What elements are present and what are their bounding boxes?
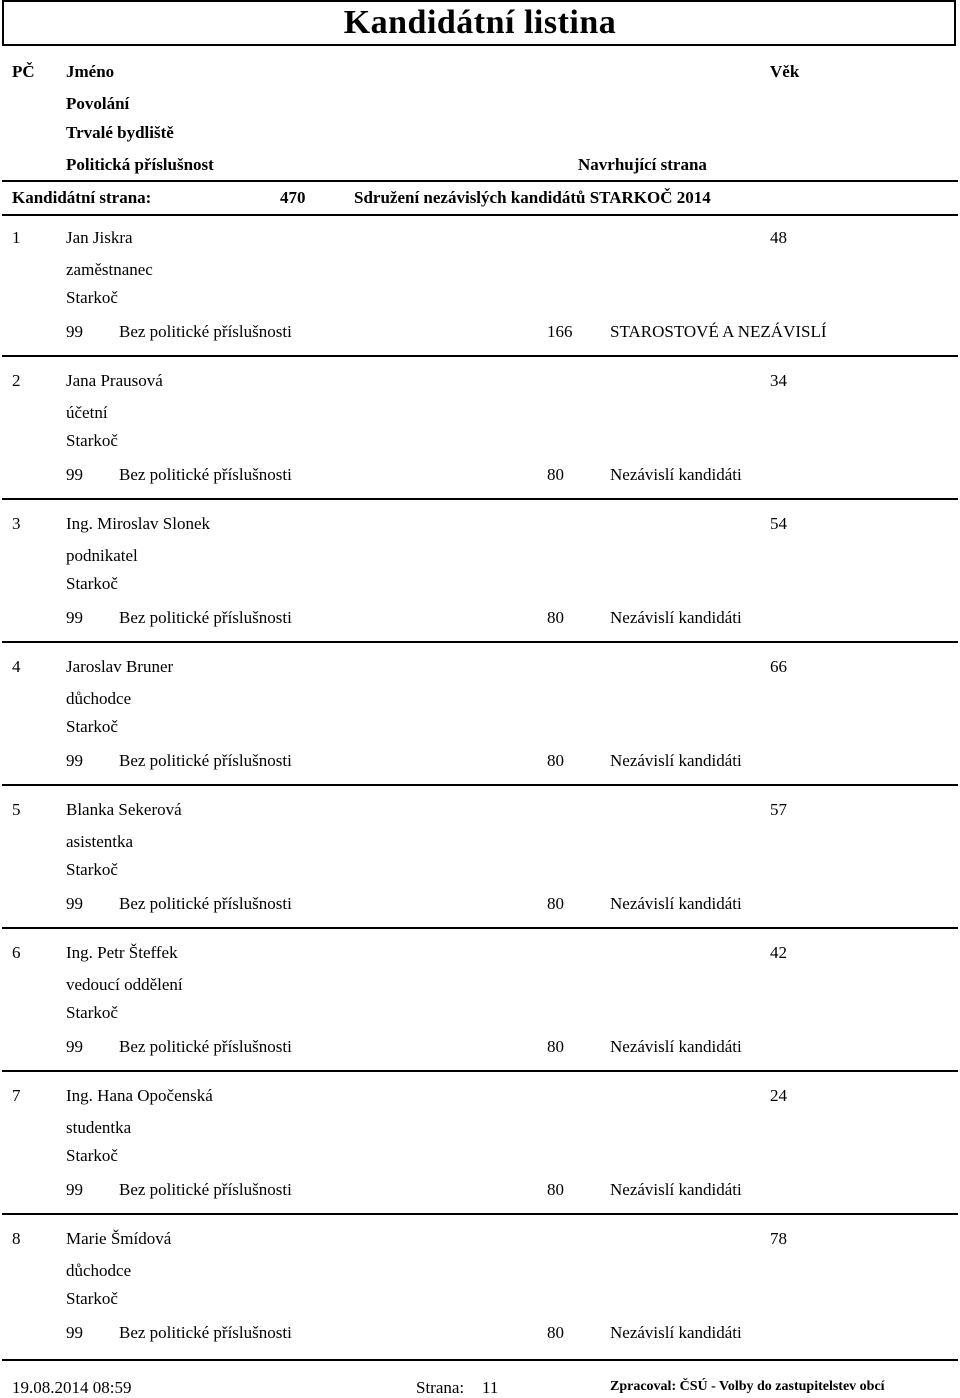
row-separator — [2, 641, 958, 643]
header-name: Jméno — [66, 62, 115, 81]
affiliation-code: 99 — [66, 465, 83, 484]
affiliation-code: 99 — [66, 322, 83, 341]
candidate-residence: Starkoč — [66, 288, 118, 307]
candidate-name: Ing. Hana Opočenská — [66, 1086, 213, 1105]
nominating-party-name: Nezávislí kandidáti — [610, 608, 742, 627]
nominating-party-name: Nezávislí kandidáti — [610, 1323, 742, 1342]
affiliation-name: Bez politické příslušnosti — [119, 608, 292, 627]
header-nominating-party: Navrhující strana — [578, 155, 707, 174]
header-residence: Trvalé bydliště — [66, 123, 174, 142]
candidate-occupation: studentka — [66, 1118, 132, 1137]
row-separator — [2, 927, 958, 929]
party-top-rule — [2, 180, 958, 182]
row-separator — [2, 1213, 958, 1215]
affiliation-code: 99 — [66, 894, 83, 913]
candidate-occupation: účetní — [66, 403, 108, 422]
candidate-name: Jana Prausová — [66, 371, 163, 390]
candidate-occupation: důchodce — [66, 689, 132, 708]
header-pc: PČ — [12, 62, 35, 81]
nominating-party-code: 80 — [547, 608, 564, 627]
nominating-party-name: STAROSTOVÉ A NEZÁVISLÍ — [610, 322, 827, 341]
footer-datetime: 19.08.2014 08:59 — [12, 1378, 132, 1397]
candidate-residence: Starkoč — [66, 1289, 118, 1308]
candidate-number: 7 — [12, 1086, 21, 1105]
party-number: 470 — [280, 188, 306, 207]
candidate-name: Jan Jiskra — [66, 228, 133, 247]
candidate-age: 34 — [770, 371, 787, 390]
candidate-number: 6 — [12, 943, 21, 962]
candidate-residence: Starkoč — [66, 717, 118, 736]
candidate-residence: Starkoč — [66, 1003, 118, 1022]
affiliation-name: Bez politické příslušnosti — [119, 751, 292, 770]
row-separator — [2, 1070, 958, 1072]
row-separator — [2, 498, 958, 500]
candidate-age: 54 — [770, 514, 787, 533]
candidate-age: 66 — [770, 657, 787, 676]
footer-processed-by: Zpracoval: ČSÚ - Volby do zastupitelstev obcí — [610, 1379, 885, 1394]
candidate-age: 24 — [770, 1086, 787, 1105]
nominating-party-code: 80 — [547, 1323, 564, 1342]
candidate-occupation: podnikatel — [66, 546, 138, 565]
affiliation-name: Bez politické příslušnosti — [119, 322, 292, 341]
candidate-name: Marie Šmídová — [66, 1229, 172, 1248]
row-separator — [2, 784, 958, 786]
header-age: Věk — [770, 62, 800, 81]
header-occupation: Povolání — [66, 94, 130, 113]
party-name: Sdružení nezávislých kandidátů STARKOČ 2014 — [354, 188, 711, 207]
nominating-party-name: Nezávislí kandidáti — [610, 465, 742, 484]
candidate-residence: Starkoč — [66, 1146, 118, 1165]
candidate-occupation: důchodce — [66, 1261, 132, 1280]
affiliation-name: Bez politické příslušnosti — [119, 894, 292, 913]
affiliation-code: 99 — [66, 1180, 83, 1199]
nominating-party-code: 166 — [547, 322, 573, 341]
affiliation-name: Bez politické příslušnosti — [119, 1037, 292, 1056]
nominating-party-name: Nezávislí kandidáti — [610, 1180, 742, 1199]
candidate-name: Ing. Miroslav Slonek — [66, 514, 211, 533]
footer-page-label: Strana: — [416, 1378, 465, 1397]
header-affiliation: Politická příslušnost — [66, 155, 214, 174]
affiliation-code: 99 — [66, 751, 83, 770]
candidate-number: 5 — [12, 800, 21, 819]
affiliation-name: Bez politické příslušnosti — [119, 1323, 292, 1342]
candidate-number: 8 — [12, 1229, 21, 1248]
affiliation-name: Bez politické příslušnosti — [119, 1180, 292, 1199]
party-bottom-rule — [2, 214, 958, 216]
footer-page-number: 11 — [482, 1378, 499, 1397]
candidate-number: 2 — [12, 371, 21, 390]
nominating-party-code: 80 — [547, 1180, 564, 1199]
page-title: Kandidátní listina — [343, 4, 617, 41]
row-separator — [2, 355, 958, 357]
affiliation-code: 99 — [66, 1037, 83, 1056]
nominating-party-name: Nezávislí kandidáti — [610, 1037, 742, 1056]
nominating-party-name: Nezávislí kandidáti — [610, 751, 742, 770]
candidate-age: 57 — [770, 800, 787, 819]
candidate-number: 1 — [12, 228, 21, 247]
candidate-occupation: zaměstnanec — [66, 260, 153, 279]
party-label: Kandidátní strana: — [12, 188, 152, 207]
candidate-number: 3 — [12, 514, 21, 533]
candidate-occupation: asistentka — [66, 832, 134, 851]
candidate-number: 4 — [12, 657, 21, 676]
footer-rule — [2, 1359, 958, 1361]
nominating-party-code: 80 — [547, 894, 564, 913]
candidate-residence: Starkoč — [66, 431, 118, 450]
candidate-name: Ing. Petr Šteffek — [66, 943, 178, 962]
nominating-party-name: Nezávislí kandidáti — [610, 894, 742, 913]
candidate-age: 78 — [770, 1229, 787, 1248]
affiliation-code: 99 — [66, 608, 83, 627]
nominating-party-code: 80 — [547, 751, 564, 770]
candidate-residence: Starkoč — [66, 860, 118, 879]
candidate-age: 42 — [770, 943, 787, 962]
candidate-residence: Starkoč — [66, 574, 118, 593]
nominating-party-code: 80 — [547, 465, 564, 484]
candidate-name: Jaroslav Bruner — [66, 657, 174, 676]
nominating-party-code: 80 — [547, 1037, 564, 1056]
affiliation-name: Bez politické příslušnosti — [119, 465, 292, 484]
candidate-name: Blanka Sekerová — [66, 800, 182, 819]
affiliation-code: 99 — [66, 1323, 83, 1342]
candidate-age: 48 — [770, 228, 787, 247]
candidate-occupation: vedoucí oddělení — [66, 975, 183, 994]
